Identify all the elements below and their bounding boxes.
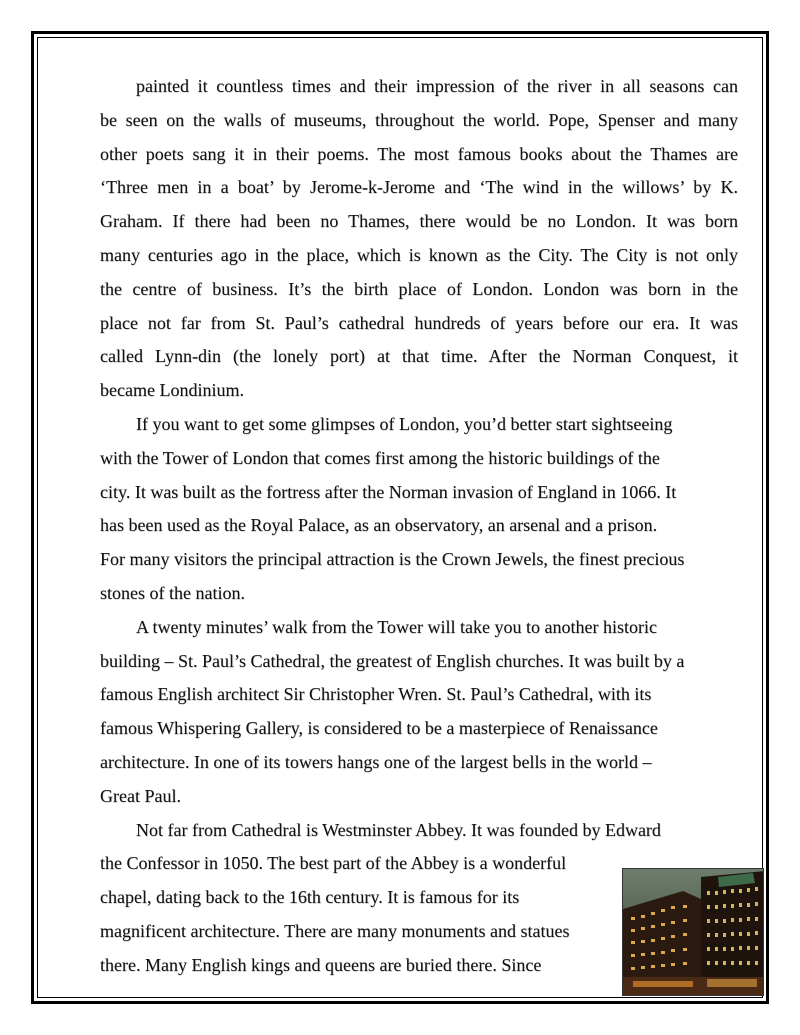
text-line: has been used as the Royal Palace, as an observatory, an arsenal and a prison. [100, 515, 658, 536]
text-line: be seen on the walls of museums, throughout the world. Pope, Spenser and many [100, 109, 738, 130]
text-line: stones of the nation. [100, 582, 245, 603]
text-line: chapel, dating back to the 16th century. It is famous for its [100, 887, 520, 908]
text-line: other poets sang it in their poems. The most famous books about the Thames are [100, 143, 738, 164]
text-line: famous English architect Sir Christopher Wren. St. Paul’s Cathedral, with its [100, 684, 652, 705]
text-line: city. It was built as the fortress after the Norman invasion of England in 1066. It [100, 481, 677, 502]
text-line: painted it countless times and their impression of the river in all seasons can [136, 76, 738, 96]
building-photo-image [623, 869, 764, 996]
building-photo [622, 868, 764, 996]
text-line: Great Paul. [100, 785, 181, 806]
text-line: called Lynn-din (the lonely port) at that time. After the Norman Conquest, it [100, 346, 738, 367]
text-line: If you want to get some glimpses of London, you’d better start sightseeing [136, 413, 673, 434]
text-line: place not far from St. Paul’s cathedral hundreds of years before our era. It was [100, 312, 738, 333]
text-line: For many visitors the principal attraction is the Crown Jewels, the finest precious [100, 549, 685, 570]
text-line: building – St. Paul’s Cathedral, the greatest of English churches. It was built by a [100, 650, 685, 671]
text-line: many centuries ago in the place, which is known as the City. The City is not only [100, 244, 738, 265]
text-line: with the Tower of London that comes first among the historic buildings of the [100, 447, 660, 468]
text-line: there. Many English kings and queens are buried there. Since [100, 954, 542, 975]
text-line: the centre of business. It’s the birth place of London. London was born in the [100, 278, 738, 299]
text-line: famous Whispering Gallery, is considered to be a masterpiece of Renaissance [100, 718, 658, 739]
document-body [100, 70, 738, 983]
text-line: became Londinium. [100, 380, 244, 401]
text-line: the Confessor in 1050. The best part of the Abbey is a wonderful [100, 853, 567, 874]
text-line: architecture. In one of its towers hangs one of the largest bells in the world – [100, 751, 652, 772]
text-line: Graham. If there had been no Thames, there would be no London. It was born [100, 211, 738, 232]
text-line: magnificent architecture. There are many monuments and statues [100, 920, 570, 941]
text-line: Not far from Cathedral is Westminster Abbey. It was founded by Edward [136, 819, 661, 840]
text-line: A twenty minutes’ walk from the Tower will take you to another historic [136, 616, 657, 637]
text-line: ‘Three men in a boat’ by Jerome-k-Jerome and ‘The wind in the willows’ by K. [100, 177, 738, 198]
